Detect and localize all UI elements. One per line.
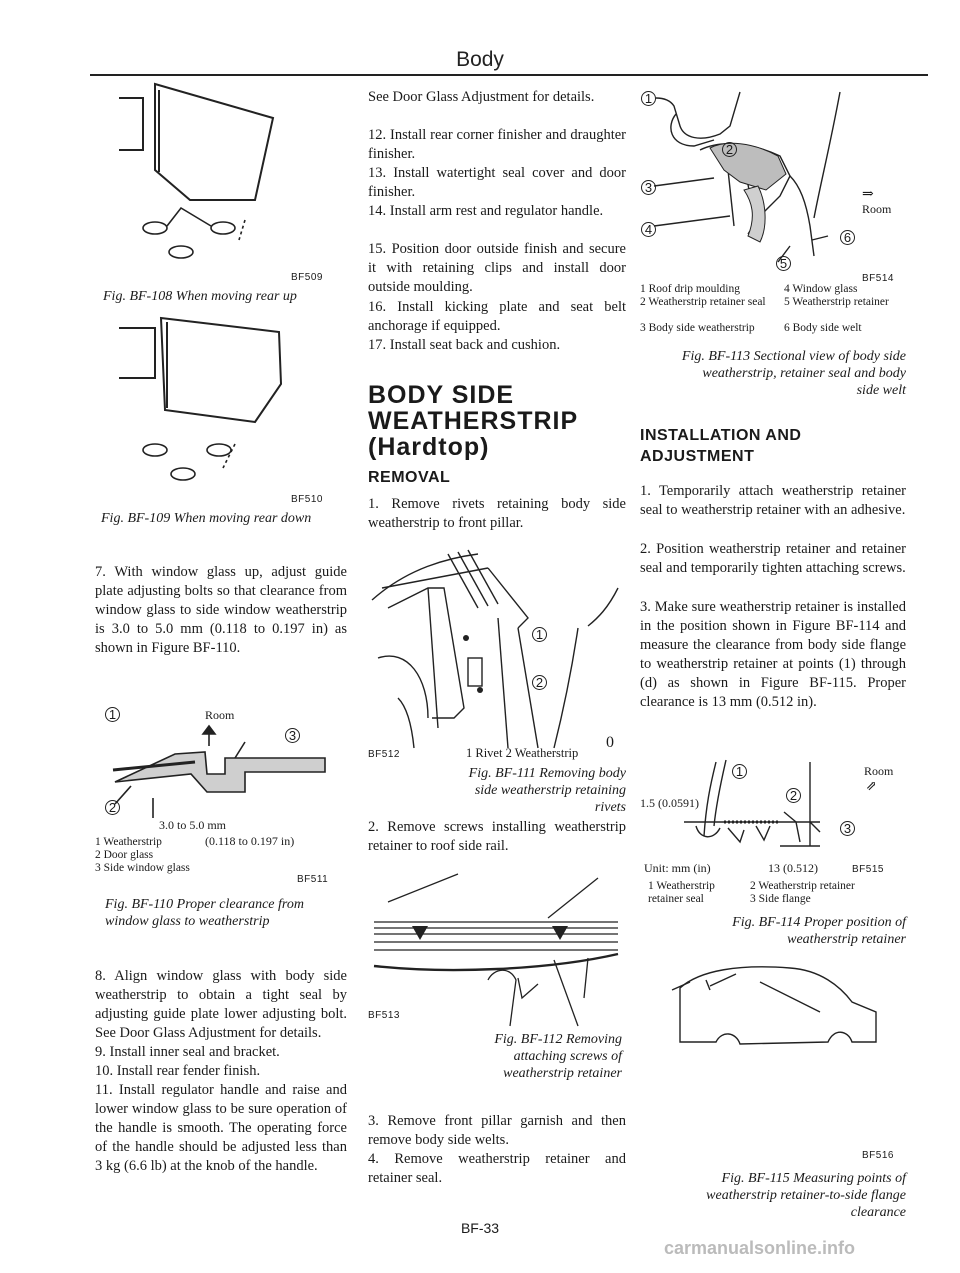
fig-bf112-caption: Fig. BF-112 Removing attaching screws of weatherstrip retainer <box>494 1032 622 1081</box>
section-heading-line-2: WEATHERSTRIP <box>368 407 579 435</box>
fig-bf114-dim2: 13 (0.512) <box>768 861 818 875</box>
fig-bf110-caption: Fig. BF-110 Proper clearance from window glass to weatherstrip <box>105 897 304 929</box>
step-8: 8. Align window glass with body side weatherstrip to obtain a tight seal by adjusting guide plate lower adjusting bolt. See Door Glass Adjustment for details. <box>95 968 347 1042</box>
header-rule <box>90 74 928 76</box>
fig-bf111-legend: 1 Rivet 2 Weatherstrip <box>466 746 579 760</box>
room-arrow-icon: ⇗ <box>866 778 877 793</box>
fig-bf110-legend-1: 1 Weatherstrip <box>95 836 162 848</box>
fig-bf113-code: BF514 <box>862 273 894 284</box>
callout-2: 2 <box>105 800 120 815</box>
watermark: carmanualsonline.info <box>664 1238 856 1258</box>
fig-bf115-caption: Fig. BF-115 Measuring points of weatherstrip retainer-to-side flange clearance <box>706 1171 906 1220</box>
fig-bf114-dim1: 1.5 (0.0591) <box>640 796 699 810</box>
section-heading-line-1: BODY SIDE <box>368 381 515 409</box>
install-step-1: 1. Temporarily attach weatherstrip retainer seal to weatherstrip retainer with an adhesive. <box>640 483 906 519</box>
fig-bf113-legend-4: 4 Window glass <box>784 283 858 295</box>
step-16: 16. Install kicking plate and seat belt anchorage if equipped. <box>368 299 626 335</box>
fig-bf114-legend-3: 3 Side flange <box>750 893 811 905</box>
callout-1: 1 <box>732 764 747 779</box>
room-arrow-icon: ⇒ <box>862 187 874 202</box>
callout-3: 3 <box>641 180 656 195</box>
callout-5: 5 <box>776 256 791 271</box>
step-11: 11. Install regulator handle and raise and lower window glass to be sure operation of the handle is smooth. The operating force of the handle should be adjusted less than 3 kg (6.6 lb) at the knob of the handle. <box>95 1082 347 1175</box>
callout-4: 4 <box>641 222 656 237</box>
removal-step-2: 2. Remove screws installing weatherstrip retainer to roof side rail. <box>368 819 626 855</box>
fig-bf114-legend-1: 1 Weatherstrip retainer seal <box>648 880 715 905</box>
fig-bf110-room-label: Room <box>205 708 235 722</box>
callout-1: 1 <box>105 707 120 722</box>
callout-6: 6 <box>840 230 855 245</box>
install-step-2: 2. Position weatherstrip retainer and retainer seal and temporarily tighten attaching screws. <box>640 541 906 577</box>
fig-bf108-illustration <box>95 80 347 265</box>
step-10: 10. Install rear fender finish. <box>95 1063 261 1079</box>
callout-3: 3 <box>285 728 300 743</box>
fig-bf113-legend-5: 5 Weatherstrip retainer <box>784 296 889 308</box>
fig-bf110-dim1: 3.0 to 5.0 mm <box>159 818 227 832</box>
heading-installation-line-2: ADJUSTMENT <box>640 448 755 465</box>
section-heading-line-3: (Hardtop) <box>368 433 490 461</box>
fig-bf110-code: BF511 <box>297 874 329 885</box>
fig-bf112-illustration <box>368 868 626 1026</box>
fig-bf114-unit: Unit: mm (in) <box>644 861 711 875</box>
fig-bf110-legend-3: 3 Side window glass <box>95 862 190 874</box>
fig-bf111-illustration <box>368 548 626 748</box>
callout-rivet-1: 1 <box>532 627 547 642</box>
fig-bf113-legend-2: 2 Weatherstrip retainer seal <box>640 296 766 308</box>
fig-bf109-code: BF510 <box>291 494 323 505</box>
fig-bf111-caption: Fig. BF-111 Removing body side weatherstrip retaining rivets <box>468 766 626 815</box>
callout-2: 2 <box>722 142 737 157</box>
callout-3: 3 <box>840 821 855 836</box>
fig-bf113-room-label: Room <box>862 202 892 216</box>
step-14: 14. Install arm rest and regulator handle. <box>368 203 604 219</box>
fig-bf115-illustration <box>640 962 908 1062</box>
intro-text: See Door Glass Adjustment for details. <box>368 89 595 105</box>
fig-bf110-legend-2: 2 Door glass <box>95 849 154 861</box>
fig-bf113-legend-1: 1 Roof drip moulding <box>640 283 740 295</box>
removal-step-4: 4. Remove weatherstrip retainer and retainer seal. <box>368 1151 626 1187</box>
fig-bf114-code: BF515 <box>852 864 884 875</box>
step-17: 17. Install seat back and cushion. <box>368 337 561 353</box>
step-13: 13. Install watertight seal cover and door finisher. <box>368 165 626 201</box>
fig-bf112-code: BF513 <box>368 1010 400 1021</box>
fig-bf108-caption: Fig. BF-108 When moving rear up <box>103 289 297 304</box>
step-15: 15. Position door outside finish and secure it with retaining clips and install door outside moulding. <box>368 241 626 296</box>
page-header: Body <box>456 48 504 71</box>
callout-2: 2 <box>786 788 801 803</box>
fig-bf111-code: BF512 <box>368 749 400 760</box>
page-number: BF-33 <box>460 1220 500 1236</box>
step-12: 12. Install rear corner finisher and draughter finisher. <box>368 127 626 163</box>
removal-step-1: 1. Remove rivets retaining body side weatherstrip to front pillar. <box>368 496 626 532</box>
fig-bf113-legend-3: 3 Body side weatherstrip <box>640 322 755 334</box>
subheading-removal: REMOVAL <box>368 469 451 486</box>
fig-bf113-legend-6: 6 Body side welt <box>784 322 862 334</box>
fig-bf114-room-label: Room <box>864 764 894 778</box>
fig-bf110-dim2: (0.118 to 0.197 in) <box>205 834 295 848</box>
fig-bf110-illustration <box>95 722 347 817</box>
fig-bf115-code: BF516 <box>862 1150 894 1161</box>
callout-1: 1 <box>641 91 656 106</box>
heading-installation-line-1: INSTALLATION AND <box>640 427 802 444</box>
step-9: 9. Install inner seal and bracket. <box>95 1044 280 1060</box>
callout-weatherstrip-2: 2 <box>532 675 547 690</box>
fig-bf114-legend-2: 2 Weatherstrip retainer <box>750 880 855 892</box>
fig-bf109-illustration <box>95 314 347 484</box>
fig-bf113-caption: Fig. BF-113 Sectional view of body side weatherstrip, retainer seal and body side welt <box>681 349 906 398</box>
fig-bf114-caption: Fig. BF-114 Proper position of weatherstrip retainer <box>732 915 906 947</box>
removal-step-3: 3. Remove front pillar garnish and then remove body side welts. <box>368 1113 626 1149</box>
install-step-3: 3. Make sure weatherstrip retainer is installed in the position shown in Figure BF-114 and measure the clearance from body side flange to weatherstrip retainer at points (1) through (d) as shown in Figure BF-115. Proper clearance is 13 mm (0.512 in). <box>640 599 906 711</box>
fig-bf109-caption: Fig. BF-109 When moving rear down <box>101 511 312 526</box>
step-7: 7. With window glass up, adjust guide plate adjusting bolts so that clearance from window glass to side window weatherstrip is 3.0 to 5.0 mm (0.118 to 0.197 in) as shown in Figure BF-110. <box>95 564 347 657</box>
fig-bf108-code: BF509 <box>291 272 323 283</box>
fig-bf111-mark-0: 0 <box>606 734 614 751</box>
